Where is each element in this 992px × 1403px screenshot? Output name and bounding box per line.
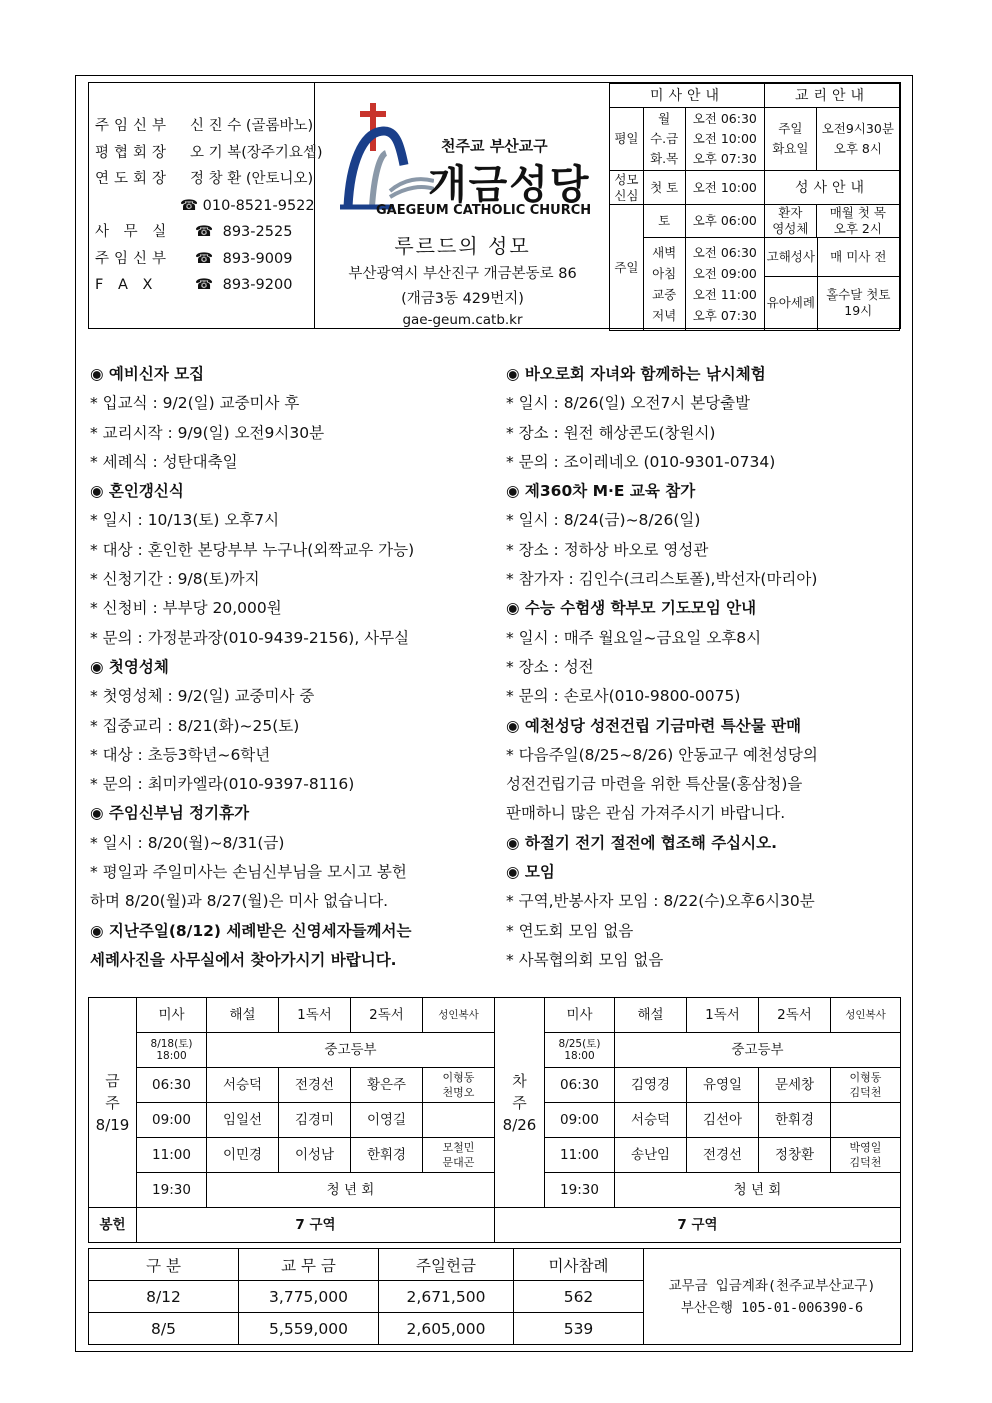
announcement-item: * 사목협의회 모임 없음 xyxy=(506,950,664,969)
announcement-item: * 연도회 모임 없음 xyxy=(506,921,634,940)
announcement-item: * 평일과 주일미사는 손님신부님을 모시고 봉헌 xyxy=(90,863,407,882)
finance-header: 주일헌금 xyxy=(379,1249,514,1281)
holy-hour-time: 오전 10:00 xyxy=(685,171,765,205)
announcement-item: * 대상 : 혼인한 본당부부 누구나(외짝교우 가능) xyxy=(90,540,415,559)
saturday-time: 오후 06:00 xyxy=(685,205,765,238)
evening-group: 청 년 회 xyxy=(207,1173,495,1208)
weekday-label: 평일 xyxy=(610,108,644,171)
finance-table xyxy=(88,1248,901,1345)
announcement-item: 성전건립기금 마련을 위한 특산물(홍삼청)을 xyxy=(506,775,803,794)
announcement-item: * 일시 : 8/26(일) 오전7시 본당출발 xyxy=(506,394,751,413)
announcement-item: * 신청기간 : 9/8(토)까지 xyxy=(90,570,260,589)
mobile-number: ☎ 010-8521-9522 xyxy=(180,197,315,214)
announcement-item: * 입교식 : 9/2(일) 교중미사 후 xyxy=(90,394,300,413)
announcement-item: * 일시 : 10/13(토) 오후7시 xyxy=(90,511,280,530)
announcements-left xyxy=(90,360,490,975)
announcement-item: * 문의 : 최미카엘라(010-9397-8116) xyxy=(90,775,355,794)
website-link[interactable]: gae-geum.catb.kr xyxy=(402,312,523,328)
offering-this-week: 7 구역 xyxy=(137,1208,495,1243)
announcement-item: * 세례식 : 성탄대축일 xyxy=(90,452,238,471)
this-week-label: 금 주 8/19 xyxy=(89,998,137,1208)
announcement-item: * 장소 : 성전 xyxy=(506,657,594,676)
office-row: 사 무 실 ☎ 893-2525 xyxy=(95,219,314,246)
pastor-row: 주임신부 신 진 수 (골롬바노) xyxy=(95,118,314,134)
church-logo-block xyxy=(316,83,609,328)
announcement-heading: ◉ 예비신자 모집 xyxy=(90,365,205,383)
church-logo-icon xyxy=(334,95,434,215)
saturday-group: 중고등부 xyxy=(207,1033,495,1068)
announcement-heading: ◉ 모임 xyxy=(506,863,555,882)
account-info: 교무금 입금계좌(천주교부산교구) 부산은행 105-01-006390-6 xyxy=(644,1249,901,1345)
finance-header: 교 무 금 xyxy=(239,1249,379,1281)
roster-header: 2독서 xyxy=(759,998,831,1033)
sunday-names: 새벽 아침 교중 저녁 xyxy=(643,238,685,331)
announcement-heading: ◉ 제360차 M·E 교육 참가 xyxy=(506,482,696,501)
catechism-times: 오전9시30분 오후 8시 xyxy=(816,108,899,171)
weekday-days: 월 수.금 화.목 xyxy=(643,108,685,171)
roster-header: 1독서 xyxy=(687,998,759,1033)
announcement-item: * 다음주일(8/25~8/26) 안동교구 예천성당의 xyxy=(506,745,818,764)
announcement-item: * 일시 : 8/24(금)~8/26(일) xyxy=(506,511,701,530)
fax-row: F A X ☎ 893-9200 xyxy=(95,272,314,299)
announcement-item: * 장소 : 정하상 바오로 영성관 xyxy=(506,540,709,559)
announcement-item: * 문의 : 조이레네오 (010-9301-0734) xyxy=(506,452,776,471)
confession-label: 고해성사 xyxy=(765,238,817,276)
announcement-item: * 문의 : 가정분과장(010-9439-2156), 사무실 xyxy=(90,628,410,647)
saturday-group: 중고등부 xyxy=(615,1033,901,1068)
announcement-item: * 구역,반봉사자 모임 : 8/22(수)오후6시30분 xyxy=(506,892,815,911)
staff-info xyxy=(89,83,323,328)
mass-schedule-table xyxy=(609,83,900,331)
announcement-item: * 문의 : 손로사(010-9800-0075) xyxy=(506,687,741,706)
council-row: 평협회장 오 기 복(장주기요셉) xyxy=(95,144,323,161)
announcement-heading: ◉ 예천성당 성전건립 기금마련 특산물 판매 xyxy=(506,716,802,735)
table-row: 8/5 5,559,000 2,605,000 539 xyxy=(89,1313,901,1345)
finance-header: 미사참례 xyxy=(514,1249,644,1281)
church-name: 개금성당 xyxy=(428,162,591,208)
address-line2: (개금3동 429번지) xyxy=(401,291,524,307)
weekday-times: 오전 06:30 오전 10:00 오후 07:30 xyxy=(685,108,765,171)
announcement-item: * 일시 : 8/20(월)~8/31(금) xyxy=(90,833,285,852)
sacrament-header: 성사안내 xyxy=(765,171,900,205)
confession-value: 매 미사 전 xyxy=(817,238,899,276)
offering-label: 봉헌 xyxy=(89,1208,137,1243)
roster-header: 1독서 xyxy=(279,998,351,1033)
announcement-item: * 신청비 : 부부당 20,000원 xyxy=(90,599,282,618)
announcement-heading: ◉ 첫영성체 xyxy=(90,657,169,676)
phone-icon: ☎ xyxy=(194,224,214,240)
roster-header: 해설 xyxy=(615,998,687,1033)
announcement-item: * 교리시작 : 9/9(일) 오전9시30분 xyxy=(90,423,325,442)
sacrament-cells xyxy=(765,238,900,331)
infant-baptism-label: 유아세례 xyxy=(765,276,817,330)
diocese-name: 천주교 부산교구 xyxy=(441,137,548,155)
announcement-heading: ◉ 수능 수험생 학부모 기도모임 안내 xyxy=(506,599,757,618)
saturday-mass-time: 8/25(토) 18:00 xyxy=(545,1033,615,1068)
catechism-days: 주일 화요일 xyxy=(765,108,817,171)
finance-header: 구 분 xyxy=(89,1249,239,1281)
phone-icon: ☎ xyxy=(194,250,214,267)
announcement-heading: ◉ 지난주일(8/12) 세례받은 신영세자들께서는 xyxy=(90,921,412,940)
roster-header: 성인복사 xyxy=(831,998,901,1033)
roster-header: 해설 xyxy=(207,998,279,1033)
saturday-day: 토 xyxy=(643,205,685,238)
rectory-row: 주임신부 ☎ 893-9009 xyxy=(95,246,314,273)
announcement-item: * 대상 : 초등3학년~6학년 xyxy=(90,745,271,764)
announcement-heading: ◉ 주임신부님 정기휴가 xyxy=(90,804,250,823)
announcement-heading: ◉ 혼인갱신식 xyxy=(90,482,184,501)
announcements-right xyxy=(506,360,901,975)
announcement-item: * 참가자 : 김인수(크리스토폴),박선자(마리아) xyxy=(506,570,818,589)
table-row: 8/12 3,775,000 2,671,500 562 xyxy=(89,1281,901,1313)
roster-header: 성인복사 xyxy=(423,998,495,1033)
roster-header: 미사 xyxy=(137,998,207,1033)
sick-communion-label: 환자 영성체 xyxy=(765,205,817,238)
infant-baptism-value: 홀수달 첫토 19시 xyxy=(817,276,899,330)
sick-communion-value: 매월 첫 목 오후 2시 xyxy=(816,205,899,238)
announcement-item: 하며 8/20(월)과 8/27(월)은 미사 없습니다. xyxy=(90,892,389,911)
announcement-item: * 집중교리 : 8/21(화)~25(토) xyxy=(90,716,300,735)
roster-header: 2독서 xyxy=(351,998,423,1033)
header-box xyxy=(88,82,901,329)
table-row: 06:30 서승덕 전경선 황은주 이형동 천명오 06:30 김영경 유영일 문세창 이형동 김덕천 xyxy=(89,1068,901,1103)
holy-hour-day: 첫 토 xyxy=(643,171,685,205)
next-week-label: 차 주 8/26 xyxy=(495,998,545,1208)
church-name-en: GAEGEUM CATHOLIC CHURCH xyxy=(376,203,592,218)
phone-icon: ☎ xyxy=(194,277,214,293)
evening-group: 청 년 회 xyxy=(615,1173,901,1208)
catechism-header: 교리안내 xyxy=(765,84,900,108)
evening-mass-time: 19:30 xyxy=(545,1173,615,1208)
address-line1: 부산광역시 부산진구 개금본동로 86 xyxy=(348,266,577,282)
announcement-heading: ◉ 바오로회 자녀와 함께하는 낚시체험 xyxy=(506,365,766,383)
evening-mass-time: 19:30 xyxy=(137,1173,207,1208)
mass-header: 미사안내 xyxy=(610,84,765,108)
announcement-item: 판매하니 많은 관심 가져주시기 바랍니다. xyxy=(506,804,786,823)
sunday-times: 오전 06:30 오전 09:00 오전 11:00 오후 07:30 xyxy=(685,238,765,331)
patron-saint: 루르드의 성모 xyxy=(394,234,531,258)
announcement-item: * 일시 : 매주 월요일~금요일 오후8시 xyxy=(506,628,762,647)
sunday-label: 주일 xyxy=(610,205,644,331)
roster-header: 미사 xyxy=(545,998,615,1033)
announcement-item: * 장소 : 원전 해상콘도(창원시) xyxy=(506,423,716,442)
table-row: 09:00 임일선 김경미 이영길 09:00 서승덕 김선아 한휘경 xyxy=(89,1103,901,1138)
holy-hour-label: 성모 신심 xyxy=(610,171,644,205)
announcement-item: * 첫영성체 : 9/2(일) 교중미사 중 xyxy=(90,687,315,706)
offering-next-week: 7 구역 xyxy=(495,1208,901,1243)
ministry-roster-table xyxy=(88,997,901,1243)
table-row: 11:00 이민경 이성남 한휘경 모철민 문대곤 11:00 송난임 전경선 정창환 박영일 김덕천 xyxy=(89,1138,901,1173)
elder-row: 연도회장 정 창 환 (안토니오) xyxy=(95,171,314,187)
announcement-heading: 세례사진을 사무실에서 찾아가시기 바랍니다. xyxy=(90,950,397,969)
announcement-heading: ◉ 하절기 전기 절전에 협조해 주십시오. xyxy=(506,833,777,852)
saturday-mass-time: 8/18(토) 18:00 xyxy=(137,1033,207,1068)
